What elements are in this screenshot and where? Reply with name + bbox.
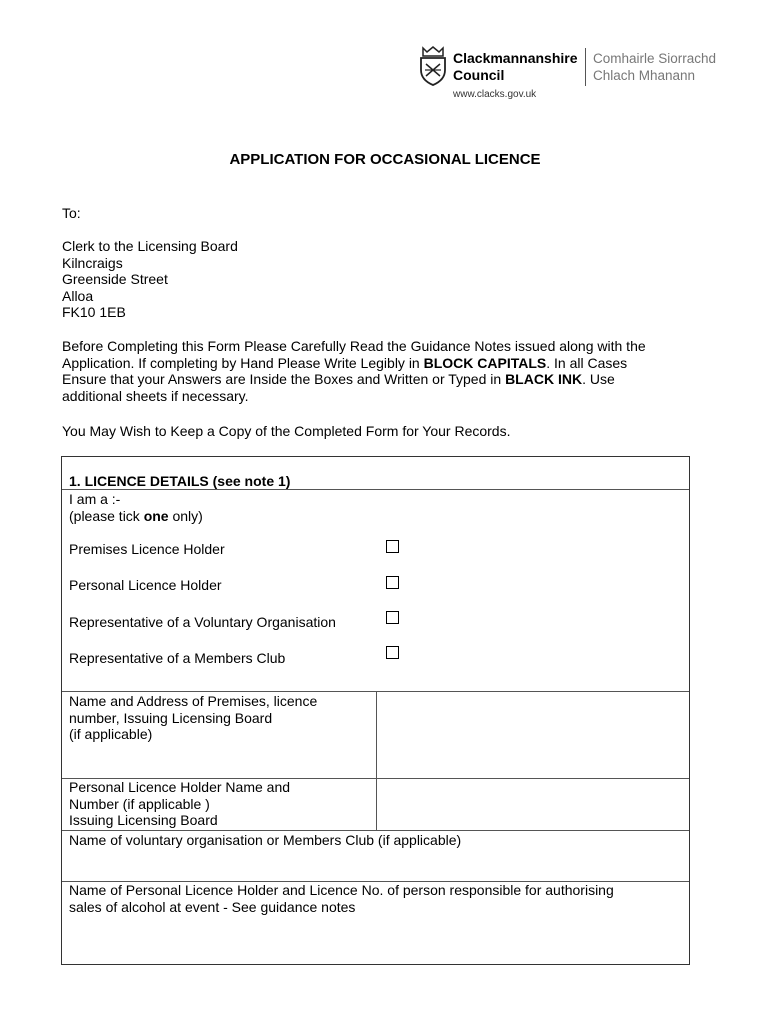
tick-instruction: (please tick one only) bbox=[69, 508, 203, 524]
council-name-gaelic: Comhairle Siorrachd Chlach Mhanann bbox=[593, 51, 717, 83]
divider bbox=[62, 489, 689, 490]
keep-copy-note: You May Wish to Keep a Copy of the Completed Form for Your Records. bbox=[62, 423, 511, 439]
address-line: Greenside Street bbox=[62, 271, 168, 287]
premises-details-input[interactable] bbox=[377, 692, 689, 778]
address-line: Alloa bbox=[62, 287, 94, 304]
personal-licence-holder-input[interactable] bbox=[377, 779, 689, 830]
page-title: APPLICATION FOR OCCASIONAL LICENCE bbox=[229, 151, 541, 168]
guidance-paragraph: Before Completing this Form Please Carefully Read the Guidance Notes issued along with the Application. If completing by Hand Please Write Legibly in BLOCK CAPITALS. In all Cases Ensure that your Answers are Inside the Boxes and Written or Typed in BLACK INK. Use additional sheets if necessary. bbox=[62, 338, 646, 404]
logo-divider bbox=[585, 48, 586, 86]
option-premises-licence-holder-label: Premises Licence Holder bbox=[69, 541, 225, 557]
council-crest-icon bbox=[418, 46, 448, 86]
option-voluntary-organisation-checkbox[interactable] bbox=[386, 611, 399, 624]
option-voluntary-organisation-label: Representative of a Voluntary Organisation bbox=[69, 614, 336, 630]
option-members-club-checkbox[interactable] bbox=[386, 646, 399, 659]
option-personal-licence-holder-label: Personal Licence Holder bbox=[69, 577, 222, 593]
option-members-club-label: Representative of a Members Club bbox=[69, 650, 286, 666]
responsible-person-input[interactable] bbox=[63, 917, 689, 963]
option-premises-licence-holder-checkbox[interactable] bbox=[386, 540, 399, 553]
address-line: Clerk to the Licensing Board bbox=[62, 238, 238, 254]
licence-details-form bbox=[61, 456, 690, 965]
council-website: www.clacks.gov.uk bbox=[453, 89, 537, 100]
organisation-name-label: Name of voluntary organisation or Members Club (if applicable) bbox=[69, 832, 462, 848]
responsible-person-label: Name of Personal Licence Holder and Licence No. of person responsible for authorising sales of alcohol at event - See guidance notes bbox=[69, 882, 614, 915]
to-label: To: bbox=[62, 205, 81, 221]
address-line: FK10 1EB bbox=[62, 304, 126, 320]
premises-details-label: Name and Address of Premises, licence number, Issuing Licensing Board (if applicable) bbox=[69, 693, 318, 742]
personal-licence-holder-label: Personal Licence Holder Name and Number (if applicable ) Issuing Licensing Board bbox=[69, 779, 291, 828]
section-heading: 1. LICENCE DETAILS (see note 1) bbox=[69, 473, 291, 489]
organisation-name-input[interactable] bbox=[63, 849, 689, 880]
recipient-address bbox=[62, 238, 238, 321]
i-am-a-label: I am a :- bbox=[69, 491, 121, 507]
council-name: Clackmannanshire Council bbox=[453, 50, 578, 83]
option-personal-licence-holder-checkbox[interactable] bbox=[386, 576, 399, 589]
divider bbox=[62, 830, 689, 831]
address-line: Kilncraigs bbox=[62, 254, 123, 271]
